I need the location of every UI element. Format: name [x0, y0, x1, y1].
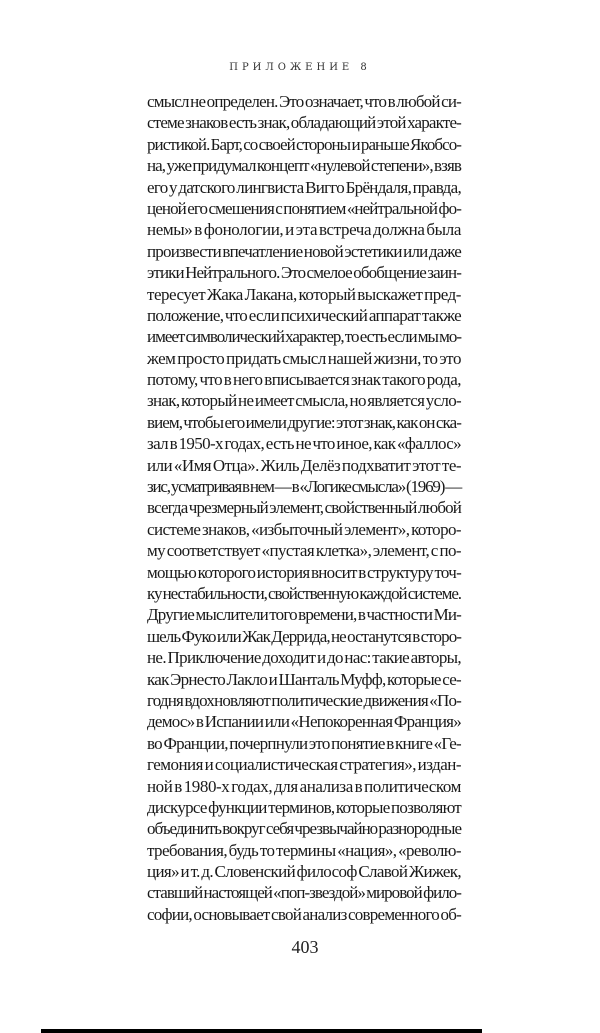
text-line: вием, чтобы его имели другие: этот знак, как он ска-	[147, 412, 461, 432]
text-line: годня вдохновляют политические движения «По-	[147, 690, 461, 710]
text-line: положение, что если психический аппарат также	[147, 305, 461, 325]
text-line: мощью которого история вносит в структуру точ-	[147, 562, 461, 582]
text-line: гемония и социалистическая стратегия», издан-	[147, 755, 461, 775]
text-line: немы» в фонологии, и эта встреча должна была	[147, 220, 461, 240]
text-line: ной в 1980-х годах, для анализа в политическом	[147, 776, 462, 796]
running-header: ПРИЛОЖЕНИЕ 8	[229, 62, 371, 73]
text-line: демос» в Испании или «Непокоренная Франция»	[147, 712, 461, 732]
text-line: его у датского лингвиста Вигго Брёндаля, правда,	[147, 177, 461, 197]
text-line: стеме знаков есть знак, обладающий этой характе-	[147, 113, 461, 133]
text-line: ценой его смешения с понятием «нейтральной фо-	[147, 198, 461, 218]
text-line: знак, который не имеет смысла, но является усло-	[147, 391, 461, 411]
text-line: софии, основывает свой анализ современного об-	[147, 904, 461, 924]
text-line: зал в 1950-х годах, есть не что иное, как «фаллос»	[147, 434, 461, 454]
text-line: тересует Жака Лакана, который выскажет пред-	[147, 284, 461, 304]
text-line: смысл не определен. Это означает, что в любой си-	[147, 92, 461, 111]
text-line: дискурсе функции терминов, которые позволяют	[147, 797, 461, 817]
body-text	[147, 91, 461, 925]
text-line: или «Имя Отца». Жиль Делёз подхватит этот те-	[147, 455, 461, 475]
text-line: жем просто придать смысл нашей жизни, то это	[147, 348, 461, 368]
text-line: Другие мыслители того времени, в частности Ми-	[147, 605, 461, 625]
bottom-rule	[41, 1029, 482, 1033]
page-number: 403	[291, 937, 319, 957]
text-line: потому, что в него вписывается знак такого рода,	[147, 370, 461, 390]
text-line: объединить вокруг себя чрезвычайно разнородные	[147, 819, 461, 839]
text-line: ция» и т. д. Словенский философ Славой Жижек,	[147, 862, 461, 882]
text-line: всегда чрезмерный элемент, свойственный любой	[147, 498, 461, 518]
text-line: произвести впечатление новой эстетики или даже	[147, 241, 461, 261]
text-line: во Франции, почерпнули это понятие в книге «Ге-	[147, 733, 461, 753]
text-line: имеет символический характер, то есть если мы мо-	[147, 327, 461, 347]
text-line: шель Фуко или Жак Деррида, не останутся в сторо-	[147, 626, 461, 646]
text-line: му соответствует «пустая клетка», элемент, с по-	[147, 541, 461, 561]
text-line: не. Приключение доходит и до нас: такие авторы,	[147, 648, 461, 668]
text-line: ставший настоящей «поп-звездой» мировой фило-	[147, 883, 461, 903]
text-line: зис, усматривая в нем — в «Логике смысла» (1969) —	[147, 477, 462, 497]
text-line: ристикой. Барт, со своей стороны и раньше Якобсо-	[147, 134, 461, 154]
text-line: на, уже придумал концепт «нулевой степени», взяв	[147, 156, 461, 176]
text-line: требования, будь то термины «нация», «револю-	[147, 840, 461, 860]
text-line: как Эрнесто Лакло и Шанталь Муфф, которые се-	[147, 669, 461, 689]
text-line: ку нестабильности, свойственную каждой системе.	[147, 583, 461, 603]
text-line: этики Нейтрального. Это смелое обобщение заин-	[147, 263, 461, 283]
text-line: системе знаков, «избыточный элемент», которо-	[147, 519, 461, 539]
